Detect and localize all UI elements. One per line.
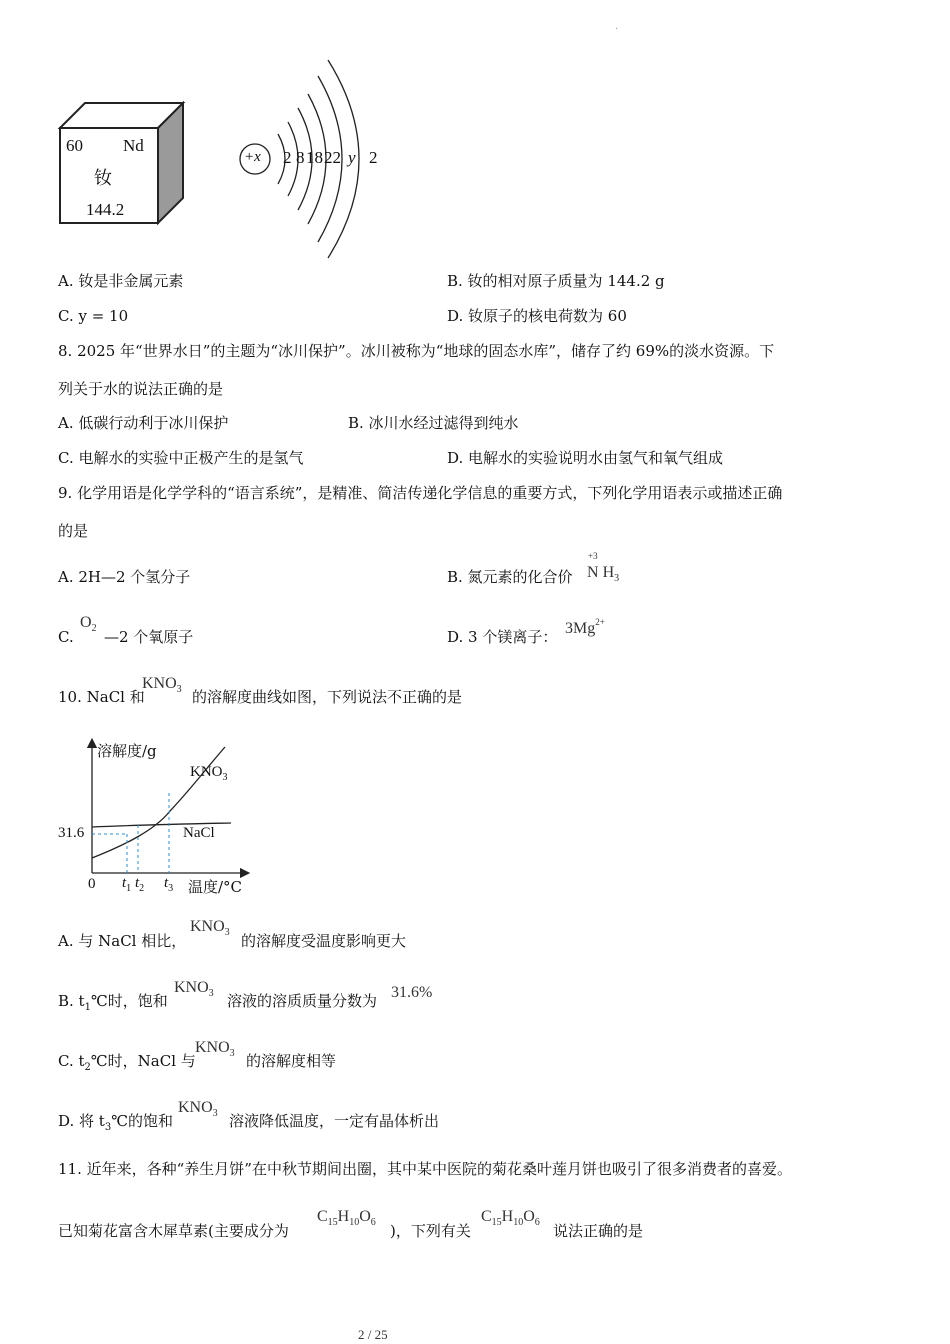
q9-b-formula: N $H_3$ [587,564,620,584]
q11-stem-line1: 11. 近年来，各种“养生月饼”在中秋节期间出圈，其中某中医院的菊花桑叶莲月饼也吸引了很多消费者的喜爱。 [58,1160,792,1178]
q10-option-d-kno3: $KNO_3$ [178,1099,218,1119]
chart-ylabel: 溶解度/g [97,742,157,760]
q7-option-d: D. 钕原子的核电荷数为 60 [447,307,627,325]
q10-stem-prefix: 10. NaCl 和 [58,688,145,706]
q9-option-c-text: —2 个氧原子 [104,628,194,646]
y-tick-label: 31.6 [58,825,85,841]
shell-electrons-2: 8 [296,148,305,167]
q9-c-formula: $O_2$ [80,614,97,634]
q11-line2-prefix: 已知菊花富含木犀草素(主要成分为 [58,1222,289,1240]
q11-formula-2: $C_{15}H_{10}O_6$ [481,1208,540,1228]
q7-option-a: A. 钕是非金属元素 [58,272,184,290]
q8-option-b: B. 冰川水经过滤得到纯水 [348,414,519,432]
q9-stem-line2: 的是 [58,522,89,540]
q10-option-a-kno3: $KNO_3$ [190,918,230,938]
q9-d-formula: $3Mg^{2+}$ [565,617,605,637]
page-number: 2 / 25 [358,1327,388,1342]
q11-formula-1: $C_{15}H_{10}O_6$ [317,1208,376,1228]
q9-option-c-label: C. [58,628,74,646]
x-tick-t1: $t_1$ [122,875,132,894]
q10-stem-kno3: $KNO_3$ [142,675,182,695]
shell-electrons-3: 18 [306,148,323,167]
q9-option-b-text: B. 氮元素的化合价 [447,568,573,586]
q10-option-d-suffix: 溶液降低温度，一定有晶体析出 [229,1112,440,1130]
q7-option-b: B. 钕的相对原子质量为 144.2 g [447,272,665,290]
q9-b-charge: +3 [588,551,598,561]
chart-xlabel: 温度/°C [188,878,243,896]
q10-option-c: C. $t_2℃$时，NaCl 与 [58,1052,196,1073]
q8-option-a: A. 低碳行动利于冰川保护 [58,414,229,432]
q11-line2-suffix: 说法正确的是 [553,1222,644,1240]
q10-option-b: B. $t_1℃$时，饱和 [58,992,168,1013]
q8-option-d: D. 电解水的实验说明水由氢气和氧气组成 [447,449,724,467]
element-symbol: Nd [123,136,144,155]
header-mark: · [615,24,619,35]
shell-electrons-5: y [348,148,356,167]
q9-stem-line1: 9. 化学用语是化学学科的“语言系统”，是精准、简洁传递化学信息的重要方式，下列化学用语表示或描述正确 [58,484,783,502]
nucleus-charge: +x [244,149,261,165]
q10-option-c-suffix: 的溶解度相等 [246,1052,337,1070]
q10-option-b-value: 31.6% [391,984,433,1001]
q7-option-c: C. y = 10 [58,307,129,325]
q10-option-c-kno3: $KNO_3$ [195,1039,235,1059]
q10-stem-suffix: 的溶解度曲线如图，下列说法不正确的是 [192,688,463,706]
atomic-number: 60 [66,136,83,155]
element-name: 钕 [94,168,112,189]
q11-line2-mid: )，下列有关 [390,1222,471,1240]
q10-option-b-kno3: $KNO_3$ [174,979,214,999]
q9-option-a: A. 2H—2 个氢分子 [58,568,191,586]
origin-label: 0 [88,876,96,892]
q9-option-d-text: D. 3 个镁离子： [447,628,558,646]
series-label-kno3: $KNO_3$ [190,764,228,783]
q8-option-c: C. 电解水的实验中正极产生的是氢气 [58,449,304,467]
series-label-nacl: NaCl [183,825,215,841]
shell-electrons-1: 2 [283,148,292,167]
q10-option-d: D. 将 $t_3℃$的饱和 [58,1112,173,1133]
q10-option-a-prefix: A. 与 NaCl 相比， [58,932,187,950]
q8-stem-line1: 8. 2025 年“世界水日”的主题为“冰川保护”。冰川被称为“地球的固态水库”，储存了约 69%的淡水资源。下 [58,342,775,360]
shell-electrons-4: 22 [324,148,341,167]
q10-option-b-suffix: 溶液的溶质质量分数为 [227,992,378,1010]
relative-atomic-mass: 144.2 [86,200,125,219]
shell-electrons-6: 2 [369,148,378,167]
q10-option-a-suffix: 的溶解度受温度影响更大 [241,932,407,950]
x-tick-t3: $t_3$ [164,875,174,894]
q8-stem-line2: 列关于水的说法正确的是 [58,380,224,398]
x-tick-t2: $t_2$ [135,875,145,894]
